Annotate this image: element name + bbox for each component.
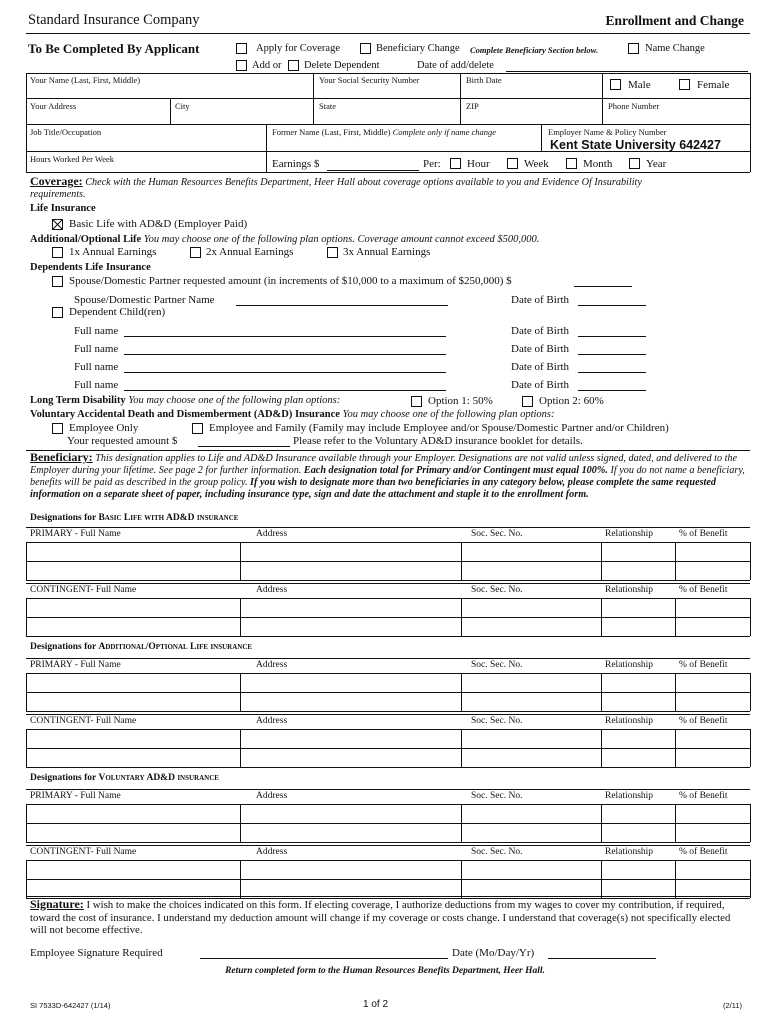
primary-beneficiary-cell[interactable] xyxy=(241,805,460,822)
contingent-beneficiary-cell[interactable] xyxy=(462,618,600,635)
primary-beneficiary-cell[interactable] xyxy=(27,693,239,710)
signature-body: I wish to make the choices indicated on this form. If electing coverage, I authorize deductions from my wages to cover my contribution, if required, toward the cost of insurance. I understand my deduction amount will change if my coverage or costs change. I understand that coverage(s) not specifically elected will not become effective. xyxy=(30,899,731,936)
ltd-opt1-label: Option 1: 50% xyxy=(428,395,493,407)
primary-beneficiary-cell[interactable] xyxy=(241,562,460,579)
former-name-note: Complete only if name change xyxy=(392,127,497,137)
designation-additional-life-heading xyxy=(30,642,252,652)
table-col-rule xyxy=(750,542,751,580)
city-label: City xyxy=(175,101,190,111)
contingent-beneficiary-cell[interactable] xyxy=(676,861,749,878)
child-3-dob-label: Date of Birth xyxy=(511,361,570,373)
contingent-beneficiary-cell[interactable] xyxy=(241,730,460,747)
contingent-beneficiary-cell[interactable] xyxy=(602,730,674,747)
contingent-beneficiary-cell[interactable] xyxy=(27,861,239,878)
male-label: Male xyxy=(628,79,651,91)
primary-beneficiary-cell[interactable] xyxy=(462,805,600,822)
designation-vadd-heading xyxy=(30,773,219,783)
job-title-label: Job Title/Occupation xyxy=(30,127,102,137)
child-2-name-field[interactable] xyxy=(124,354,446,355)
opt-3x-label: 3x Annual Earnings xyxy=(343,246,431,258)
your-name-label: Your Name (Last, First, Middle) xyxy=(30,75,141,85)
coverage-intro-text: Check with the Human Resources Benefits Department, Heer Hall about coverage options available to you and Evidence Of Insurability requirements. xyxy=(30,177,642,200)
designation-type: Basic Life with AD&D insurance xyxy=(98,513,239,523)
spouse-dob-label: Date of Birth xyxy=(511,294,570,306)
primary-beneficiary-cell[interactable] xyxy=(602,543,674,560)
contingent-beneficiary-cell[interactable] xyxy=(27,599,239,616)
return-note: Return completed form to the Human Resources Benefits Department, Heer Hall. xyxy=(225,966,545,976)
pct-col-label: % of Benefit xyxy=(679,716,728,726)
ltd-opt2-checkbox[interactable] xyxy=(522,396,533,407)
beneficiary-text-1: This designation applies to Life and AD&D Insurance available through your Employer. Designations are not valid unless signed, dated, and delivered to the Employer during your lifetime. See page 2 for further information. xyxy=(30,453,738,476)
revision: (2/11) xyxy=(722,1001,742,1010)
primary-beneficiary-cell[interactable] xyxy=(676,824,749,841)
primary-beneficiary-cell[interactable] xyxy=(27,824,239,841)
child-4-dob-label: Date of Birth xyxy=(511,379,570,391)
earnings-label: Earnings $ xyxy=(272,158,320,170)
contingent-beneficiary-cell[interactable] xyxy=(241,618,460,635)
primary-beneficiary-cell[interactable] xyxy=(676,543,749,560)
primary-beneficiary-cell[interactable] xyxy=(676,805,749,822)
child-2-name-label: Full name xyxy=(74,343,119,355)
address-col-label: Address xyxy=(256,716,288,726)
child-3-dob-field[interactable] xyxy=(578,372,646,373)
child-1-dob-field[interactable] xyxy=(578,336,646,337)
table-rule xyxy=(26,583,750,584)
add-or-label: Add or xyxy=(252,60,282,71)
date-add-delete-field[interactable] xyxy=(506,71,748,72)
hour-checkbox[interactable] xyxy=(450,158,461,169)
employer-value: Kent State University 642427 xyxy=(550,138,721,152)
address-col-label: Address xyxy=(256,847,288,857)
contingent-beneficiary-cell[interactable] xyxy=(602,599,674,616)
employee-signature-field[interactable] xyxy=(200,958,448,959)
phone-label: Phone Number xyxy=(608,101,660,111)
contingent-beneficiary-cell[interactable] xyxy=(27,749,239,766)
ssn-col-label: Soc. Sec. No. xyxy=(471,716,523,726)
female-checkbox[interactable] xyxy=(679,79,690,90)
spouse-name-field[interactable] xyxy=(236,305,448,306)
female-label: Female xyxy=(697,79,730,91)
table-rule xyxy=(26,845,750,846)
primary-name-col-label: PRIMARY - Full Name xyxy=(30,529,121,539)
ssn-col-label: Soc. Sec. No. xyxy=(471,585,523,595)
header-rule xyxy=(26,33,750,34)
requested-amount-label: Your requested amount $ xyxy=(67,435,178,447)
signature-date-label: Date (Mo/Day/Yr) xyxy=(452,947,535,959)
child-2-dob-label: Date of Birth xyxy=(511,343,570,355)
designation-prefix: Designations for xyxy=(30,642,99,652)
address-col-label: Address xyxy=(256,791,288,801)
table-col-rule xyxy=(750,598,751,636)
primary-beneficiary-cell[interactable] xyxy=(462,543,600,560)
spouse-request-label: Spouse/Domestic Partner requested amount (in increments of $10,000 to a maximum of $250,000) $ xyxy=(69,275,512,287)
basic-life-checkbox[interactable] xyxy=(52,219,63,230)
table-col-rule xyxy=(750,804,751,842)
employee-family-label: Employee and Family (Family may include Employee and/or Spouse/Domestic Partner and/or Children) xyxy=(209,422,669,434)
primary-beneficiary-cell[interactable] xyxy=(462,562,600,579)
child-1-name-field[interactable] xyxy=(124,336,446,337)
primary-beneficiary-cell[interactable] xyxy=(602,674,674,691)
primary-beneficiary-cell[interactable] xyxy=(241,824,460,841)
primary-beneficiary-cell[interactable] xyxy=(27,562,239,579)
vadd-heading: Voluntary Accidental Death and Dismemberment (AD&D) Insurance xyxy=(30,409,340,420)
requested-amount-field[interactable] xyxy=(198,446,290,447)
address-col-label: Address xyxy=(256,660,288,670)
contingent-name-col-label: CONTINGENT- Full Name xyxy=(30,716,137,726)
apply-coverage-checkbox[interactable] xyxy=(236,43,247,54)
relationship-col-label: Relationship xyxy=(605,529,654,539)
dependent-children-label: Dependent Child(ren) xyxy=(69,306,166,318)
pct-col-label: % of Benefit xyxy=(679,847,728,857)
primary-beneficiary-cell[interactable] xyxy=(602,805,674,822)
pct-col-label: % of Benefit xyxy=(679,529,728,539)
delete-dependent-checkbox[interactable] xyxy=(288,60,299,71)
contingent-beneficiary-cell[interactable] xyxy=(27,880,239,897)
pct-col-label: % of Benefit xyxy=(679,660,728,670)
employee-only-checkbox[interactable] xyxy=(52,423,63,434)
signature-text xyxy=(30,898,748,937)
table-rule xyxy=(26,658,750,659)
month-checkbox[interactable] xyxy=(566,158,577,169)
table-rule xyxy=(26,711,750,712)
designation-basic-life-heading xyxy=(30,513,238,523)
beneficiary-text-2: Each designation total for Primary and/or Contingent must equal 100%. xyxy=(303,465,608,476)
designation-prefix: Designations for xyxy=(30,513,99,523)
contingent-name-col-label: CONTINGENT- Full Name xyxy=(30,585,137,595)
coverage-intro xyxy=(30,175,660,201)
ssn-col-label: Soc. Sec. No. xyxy=(471,529,523,539)
beneficiary-change-checkbox[interactable] xyxy=(360,43,371,54)
month-label: Month xyxy=(583,158,613,170)
contingent-beneficiary-cell[interactable] xyxy=(676,730,749,747)
basic-life-label: Basic Life with AD&D (Employer Paid) xyxy=(69,218,248,230)
spouse-amount-field[interactable] xyxy=(574,286,632,287)
page-number: 1 of 2 xyxy=(363,999,389,1010)
zip-label: ZIP xyxy=(466,101,479,111)
child-3-name-field[interactable] xyxy=(124,372,446,373)
dependents-heading: Dependents Life Insurance xyxy=(30,262,151,273)
opt-1x-label: 1x Annual Earnings xyxy=(69,246,157,258)
primary-beneficiary-cell[interactable] xyxy=(462,674,600,691)
primary-beneficiary-cell[interactable] xyxy=(27,674,239,691)
table-rule xyxy=(26,789,750,790)
designation-type: Voluntary AD&D insurance xyxy=(98,773,219,783)
opt-1x-checkbox[interactable] xyxy=(52,247,63,258)
ltd-heading: Long Term Disability xyxy=(30,395,126,406)
week-checkbox[interactable] xyxy=(507,158,518,169)
contingent-beneficiary-cell[interactable] xyxy=(241,749,460,766)
hours-worked-label: Hours Worked Per Week xyxy=(30,154,115,164)
child-4-dob-field[interactable] xyxy=(578,390,646,391)
primary-beneficiary-cell[interactable] xyxy=(602,693,674,710)
contingent-beneficiary-cell[interactable] xyxy=(676,618,749,635)
primary-beneficiary-cell[interactable] xyxy=(27,543,239,560)
dependent-children-checkbox[interactable] xyxy=(52,307,63,318)
relationship-col-label: Relationship xyxy=(605,716,654,726)
table-rule xyxy=(26,527,750,528)
earnings-field[interactable] xyxy=(327,170,419,171)
ssn-col-label: Soc. Sec. No. xyxy=(471,791,523,801)
contingent-beneficiary-cell[interactable] xyxy=(462,599,600,616)
contingent-beneficiary-cell[interactable] xyxy=(676,880,749,897)
beneficiary-text-4: If you wish to designate more than two beneficiaries in any category below, please complete the same requested information on a separate sheet of paper, including insurance type, sign and date the attachment and staple it to the enrollment form. xyxy=(30,477,716,500)
add-dependent-checkbox[interactable] xyxy=(236,60,247,71)
contingent-name-col-label: CONTINGENT- Full Name xyxy=(30,847,137,857)
contingent-beneficiary-cell[interactable] xyxy=(241,861,460,878)
spouse-dob-field[interactable] xyxy=(578,305,646,306)
pct-col-label: % of Benefit xyxy=(679,585,728,595)
primary-beneficiary-cell[interactable] xyxy=(676,562,749,579)
contingent-beneficiary-cell[interactable] xyxy=(462,730,600,747)
employee-only-label: Employee Only xyxy=(69,422,139,434)
contingent-beneficiary-cell[interactable] xyxy=(462,749,600,766)
employer-label: Employer Name & Policy Number xyxy=(548,127,667,137)
primary-beneficiary-cell[interactable] xyxy=(241,674,460,691)
primary-beneficiary-cell[interactable] xyxy=(676,674,749,691)
former-name-text: Former Name (Last, First, Middle) xyxy=(272,127,391,137)
apply-coverage-label: Apply for Coverage xyxy=(256,43,340,54)
primary-name-col-label: PRIMARY - Full Name xyxy=(30,660,121,670)
beneficiary-text-3: If you do not name a beneficiary, benefits will be paid as described in the group policy. xyxy=(30,465,745,488)
signature-date-field[interactable] xyxy=(548,958,656,959)
pct-col-label: % of Benefit xyxy=(679,791,728,801)
table-rule xyxy=(26,636,750,637)
table-rule xyxy=(26,767,750,768)
designation-type: Additional/Optional Life insurance xyxy=(98,642,253,652)
date-add-delete-label: Date of add/delete xyxy=(417,60,494,71)
spouse-name-label: Spouse/Domestic Partner Name xyxy=(74,294,215,306)
child-4-name-field[interactable] xyxy=(124,390,446,391)
name-change-checkbox[interactable] xyxy=(628,43,639,54)
primary-beneficiary-cell[interactable] xyxy=(241,543,460,560)
table-rule xyxy=(26,580,750,581)
contingent-beneficiary-cell[interactable] xyxy=(602,618,674,635)
signature-heading: Signature: xyxy=(30,897,84,911)
ltd-opt1-checkbox[interactable] xyxy=(411,396,422,407)
primary-name-col-label: PRIMARY - Full Name xyxy=(30,791,121,801)
relationship-col-label: Relationship xyxy=(605,585,654,595)
primary-beneficiary-cell[interactable] xyxy=(602,824,674,841)
relationship-col-label: Relationship xyxy=(605,660,654,670)
opt-2x-checkbox[interactable] xyxy=(190,247,201,258)
contingent-beneficiary-cell[interactable] xyxy=(602,880,674,897)
year-checkbox[interactable] xyxy=(629,158,640,169)
primary-beneficiary-cell[interactable] xyxy=(602,562,674,579)
table-rule xyxy=(26,842,750,843)
contingent-beneficiary-cell[interactable] xyxy=(27,618,239,635)
form-number: SI 7533D-642427 (1/14) xyxy=(30,1001,111,1010)
week-label: Week xyxy=(524,158,549,170)
year-label: Year xyxy=(646,158,667,170)
child-2-dob-field[interactable] xyxy=(578,354,646,355)
ltd-opt2-label: Option 2: 60% xyxy=(539,395,604,407)
birth-date-label: Birth Date xyxy=(466,75,502,85)
child-3-name-label: Full name xyxy=(74,361,119,373)
primary-beneficiary-cell[interactable] xyxy=(241,693,460,710)
contingent-beneficiary-cell[interactable] xyxy=(462,880,600,897)
employee-family-checkbox[interactable] xyxy=(192,423,203,434)
spouse-checkbox[interactable] xyxy=(52,276,63,287)
contingent-beneficiary-cell[interactable] xyxy=(462,861,600,878)
ltd-line xyxy=(30,395,340,406)
relationship-col-label: Relationship xyxy=(605,847,654,857)
contingent-beneficiary-cell[interactable] xyxy=(27,730,239,747)
contingent-beneficiary-cell[interactable] xyxy=(241,599,460,616)
ssn-col-label: Soc. Sec. No. xyxy=(471,660,523,670)
child-1-name-label: Full name xyxy=(74,325,119,337)
ssn-label: Your Social Security Number xyxy=(319,75,420,85)
coverage-heading: Coverage: xyxy=(30,174,83,188)
contingent-beneficiary-cell[interactable] xyxy=(602,749,674,766)
relationship-col-label: Relationship xyxy=(605,791,654,801)
primary-beneficiary-cell[interactable] xyxy=(462,693,600,710)
form-title: Enrollment and Change xyxy=(605,13,744,28)
employee-signature-label: Employee Signature Required xyxy=(30,947,163,959)
company-name: Standard Insurance Company xyxy=(28,12,200,28)
signature-divider xyxy=(26,896,750,897)
table-col-rule xyxy=(750,729,751,767)
primary-beneficiary-cell[interactable] xyxy=(27,805,239,822)
primary-beneficiary-cell[interactable] xyxy=(462,824,600,841)
per-label: Per: xyxy=(423,158,441,170)
state-label: State xyxy=(319,101,336,111)
opt-2x-label: 2x Annual Earnings xyxy=(206,246,294,258)
male-checkbox[interactable] xyxy=(610,79,621,90)
address-col-label: Address xyxy=(256,529,288,539)
hour-label: Hour xyxy=(467,158,490,170)
address-label: Your Address xyxy=(30,101,77,111)
ssn-col-label: Soc. Sec. No. xyxy=(471,847,523,857)
name-change-label: Name Change xyxy=(645,43,705,54)
delete-dependent-label: Delete Dependent xyxy=(304,60,380,71)
former-name-label xyxy=(272,127,496,137)
opt-3x-checkbox[interactable] xyxy=(327,247,338,258)
table-rule xyxy=(26,714,750,715)
contingent-beneficiary-cell[interactable] xyxy=(676,749,749,766)
booklet-note: Please refer to the Voluntary AD&D insurance booklet for details. xyxy=(293,435,583,447)
child-4-name-label: Full name xyxy=(74,379,119,391)
beneficiary-intro xyxy=(30,451,748,501)
vadd-line xyxy=(30,409,555,420)
additional-life-heading: Additional/Optional Life xyxy=(30,234,142,245)
designation-prefix: Designations for xyxy=(30,773,99,783)
table-col-rule xyxy=(750,860,751,898)
vadd-note: You may choose one of the following plan options: xyxy=(342,409,555,420)
contingent-beneficiary-cell[interactable] xyxy=(602,861,674,878)
contingent-beneficiary-cell[interactable] xyxy=(676,599,749,616)
additional-life-line xyxy=(30,234,539,245)
beneficiary-heading: Beneficiary: xyxy=(30,450,93,464)
primary-beneficiary-cell[interactable] xyxy=(676,693,749,710)
beneficiary-change-label: Beneficiary Change xyxy=(376,43,460,54)
beneficiary-change-note: Complete Beneficiary Section below. xyxy=(470,45,599,55)
contingent-beneficiary-cell[interactable] xyxy=(241,880,460,897)
child-1-dob-label: Date of Birth xyxy=(511,325,570,337)
address-col-label: Address xyxy=(256,585,288,595)
ltd-note: You may choose one of the following plan options: xyxy=(128,395,341,406)
life-insurance-heading: Life Insurance xyxy=(30,203,96,214)
additional-life-note: You may choose one of the following plan options. Coverage amount cannot exceed $500,000. xyxy=(143,234,540,245)
applicant-heading: To Be Completed By Applicant xyxy=(28,41,200,56)
table-col-rule xyxy=(750,673,751,711)
